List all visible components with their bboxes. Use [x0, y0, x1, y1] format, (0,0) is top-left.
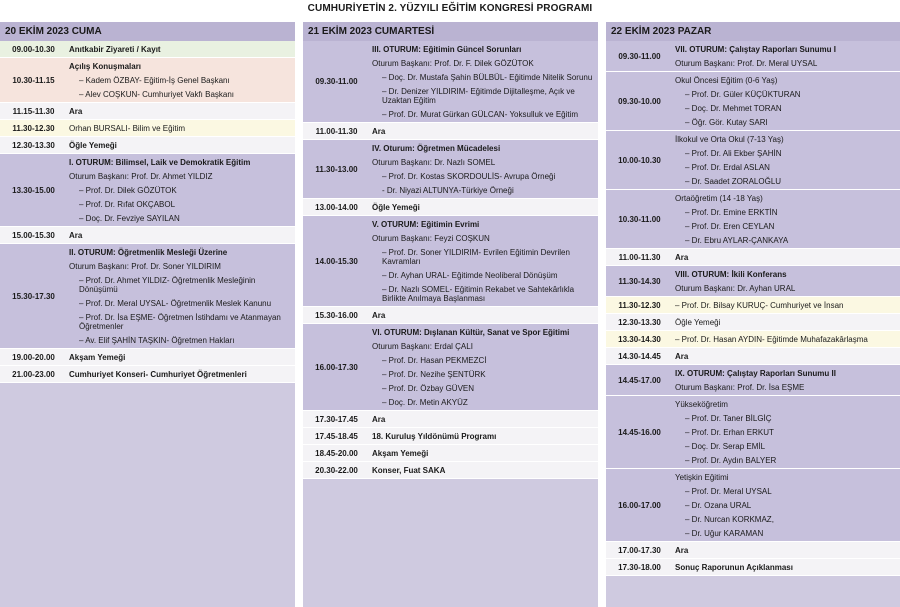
time-slot: 19.00-20.00 [12, 352, 55, 362]
session-line: İlkokul ve Orta Okul (7-13 Yaş) [675, 134, 784, 144]
session-line: Oturum Başkanı: Feyzi COŞKUN [372, 233, 490, 243]
time-slot: 15.00-15.30 [12, 230, 55, 240]
time-slot: 20.30-22.00 [315, 465, 358, 475]
session-content [370, 462, 598, 478]
schedule-row [606, 131, 900, 190]
day-column-saturday [303, 22, 598, 607]
session-heading: II. OTURUM: Öğretmenlik Mesleği Üzerine [69, 247, 228, 257]
schedule-row [606, 331, 900, 348]
session-content [673, 396, 900, 468]
session-content [370, 307, 598, 323]
schedule-row [303, 462, 598, 479]
schedule-row [0, 244, 295, 349]
session-content [67, 137, 295, 153]
time-slot: 11.15-11.30 [12, 106, 55, 116]
speaker-line: – Prof. Dr. Aydın BALYER [685, 455, 777, 465]
session-content [673, 314, 900, 330]
session-content [673, 131, 900, 189]
page-title: CUMHURİYETİN 2. YÜZYILI EĞİTİM KONGRESİ PROGRAMI [307, 3, 593, 14]
session-heading: I. OTURUM: Bilimsel, Laik ve Demokratik Eğitim [69, 157, 251, 167]
session-content [67, 227, 295, 243]
speaker-line: – Prof. Dr. İsa EŞME- Öğretmen İstihdamı ve Atanmayan Öğretmenler [79, 312, 281, 331]
session-content [370, 140, 598, 198]
session-content [370, 123, 598, 139]
speaker-line: – Dr. Denizer YILDIRIM- Eğitimde Dijitalleşme, Açık ve Uzaktan Eğitim [382, 86, 575, 105]
speaker-line: – Prof. Dr. Erhan ERKUT [685, 427, 774, 437]
schedule-row [303, 324, 598, 411]
schedule-row [303, 41, 598, 123]
speaker-line: – Prof. Dr. Rıfat OKÇABOL [79, 199, 176, 209]
speaker-line: – Prof. Dr. Kostas SKORDOULİS- Avrupa Örneği [382, 171, 556, 181]
speaker-line: – Prof. Dr. Ahmet YILDIZ- Öğretmenlik Mesleğinin Dönüşümü [79, 275, 256, 294]
schedule-row [606, 41, 900, 72]
time-slot: 12.30-13.30 [12, 140, 55, 150]
session-heading: IX. OTURUM: Çalıştay Raporları Sunumu II [675, 368, 836, 378]
session-content [370, 411, 598, 427]
speaker-line: – Kadem ÖZBAY- Eğitim-İş Genel Başkanı [79, 75, 230, 85]
session-content [673, 469, 900, 541]
session-line: Okul Öncesi Eğitim (0-6 Yaş) [675, 75, 778, 85]
time-slot: 10.30-11.00 [618, 214, 661, 224]
speaker-line: – Doç. Dr. Mehmet TORAN [685, 103, 782, 113]
day-column-friday [0, 22, 295, 607]
time-slot: 11.30-13.00 [315, 164, 358, 174]
session-heading: Konser, Fuat SAKA [372, 465, 446, 475]
schedule-row [606, 396, 900, 469]
speaker-line: – Dr. Ozana URAL [685, 500, 752, 510]
session-heading: Cumhuriyet Konseri- Cumhuriyet Öğretmenleri [69, 369, 247, 379]
speaker-line: – Prof. Dr. Ali Ekber ŞAHİN [685, 148, 782, 158]
speaker-line: – Doç. Dr. Mustafa Şahin BÜLBÜL- Eğitimde Nitelik Sorunu [382, 72, 593, 82]
session-content [67, 154, 295, 226]
schedule-rows [606, 41, 900, 576]
time-slot: 15.30-16.00 [315, 310, 358, 320]
session-line: Yetişkin Eğitimi [675, 472, 729, 482]
session-content [673, 365, 900, 395]
speaker-line: – Prof. Dr. Hasan PEKMEZCİ [382, 355, 487, 365]
speaker-line: – Prof. Dr. Eren CEYLAN [685, 221, 775, 231]
session-heading: III. OTURUM: Eğitimin Güncel Sorunları [372, 44, 522, 54]
session-content [67, 349, 295, 365]
time-slot: 09.00-10.30 [12, 44, 55, 54]
time-slot: 17.30-18.00 [618, 562, 661, 572]
session-heading: Sonuç Raporunun Açıklanması [675, 562, 793, 572]
speaker-line: – Prof. Dr. Erdal ASLAN [685, 162, 770, 172]
session-content [67, 58, 295, 102]
session-content [370, 199, 598, 215]
speaker-line: – Doç. Dr. Serap EMİL [685, 441, 766, 451]
session-line: Yükseköğretim [675, 399, 728, 409]
session-heading: Ara [372, 310, 386, 320]
time-slot: 16.00-17.00 [618, 500, 661, 510]
session-content [673, 559, 900, 575]
speaker-line: – Av. Elif ŞAHİN TAŞKIN- Öğretmen Hakları [79, 335, 235, 345]
session-content [673, 542, 900, 558]
time-slot: 13.00-14.00 [315, 202, 358, 212]
session-line: Oturum Başkanı: Prof. Dr. F. Dilek GÖZÜTOK [372, 58, 534, 68]
speaker-line: – Öğr. Gör. Kutay SARI [685, 117, 768, 127]
time-slot: 10.00-10.30 [618, 155, 661, 165]
schedule-row [0, 41, 295, 58]
schedule-row [0, 227, 295, 244]
schedule-row [303, 140, 598, 199]
session-heading: Akşam Yemeği [69, 352, 126, 362]
session-heading: V. OTURUM: Eğitimin Evrimi [372, 219, 480, 229]
session-line: Oturum Başkanı: Erdal ÇALI [372, 341, 473, 351]
speaker-line: – Prof. Dr. Soner YILDIRIM- Evrilen Eğitimin Devrilen Kavramları [382, 247, 570, 266]
session-line: – Prof. Dr. Bilsay KURUÇ- Cumhuriyet ve İnsan [675, 300, 844, 310]
speaker-line: – Dr. Ebru AYLAR-ÇANKAYA [685, 235, 789, 245]
session-content [673, 297, 900, 313]
schedule-row [303, 123, 598, 140]
time-slot: 17.30-17.45 [315, 414, 358, 424]
session-heading: VI. OTURUM: Dışlanan Kültür, Sanat ve Spor Eğitimi [372, 327, 570, 337]
speaker-line: – Prof. Dr. Murat Gürkan GÜLCAN- Yoksulluk ve Eğitim [382, 109, 579, 119]
day-column-sunday [606, 22, 900, 607]
day-heading: 20 EKİM 2023 CUMA [0, 22, 295, 41]
session-line: Öğle Yemeği [675, 317, 721, 327]
session-content [67, 103, 295, 119]
time-slot: 11.00-11.30 [618, 252, 661, 262]
speaker-line: – Doç. Dr. Fevziye SAYILAN [79, 213, 180, 223]
session-content [673, 249, 900, 265]
speaker-line: – Prof. Dr. Güler KÜÇÜKTURAN [685, 89, 801, 99]
time-slot: 12.30-13.30 [618, 317, 661, 327]
schedule-rows [303, 41, 598, 479]
speaker-line: – Doç. Dr. Metin AKYÜZ [382, 397, 468, 407]
speaker-line: – Prof. Dr. Dilek GÖZÜTOK [79, 185, 177, 195]
schedule-row [0, 103, 295, 120]
schedule-row [303, 428, 598, 445]
session-content [67, 41, 295, 57]
session-content [673, 348, 900, 364]
session-heading: VIII. OTURUM: İkili Konferans [675, 269, 787, 279]
schedule-row [606, 249, 900, 266]
session-line: Oturum Başkanı: Prof. Dr. Meral UYSAL [675, 58, 818, 68]
schedule-row [606, 190, 900, 249]
speaker-line: – Prof. Dr. Emine ERKTİN [685, 207, 778, 217]
speaker-line: – Dr. Uğur KARAMAN [685, 528, 764, 538]
session-line: Oturum Başkanı: Prof. Dr. Ahmet YILDIZ [69, 171, 213, 181]
time-slot: 13.30-15.00 [12, 185, 55, 195]
time-slot: 10.30-11.15 [12, 75, 55, 85]
time-slot: 09.30-11.00 [315, 77, 358, 86]
speaker-line: – Dr. Nazlı SOMEL- Eğitimin Rekabet ve Sahtekârlıkla Birlikte Anılmaya Başlanması [382, 284, 575, 303]
time-slot: 11.30-12.30 [618, 300, 661, 310]
day-heading: 21 EKİM 2023 CUMARTESİ [303, 22, 598, 41]
session-heading: Akşam Yemeği [372, 448, 429, 458]
session-line: – Prof. Dr. Hasan AYDIN- Eğitimde Muhafazakârlaşma [675, 334, 868, 344]
time-slot: 14.30-14.45 [618, 351, 661, 361]
speaker-line: – Prof. Dr. Özbay GÜVEN [382, 383, 475, 393]
schedule-row [0, 154, 295, 227]
time-slot: 17.45-18.45 [315, 431, 358, 441]
schedule-row [0, 366, 295, 383]
session-line: Oturum Başkanı: Dr. Ayhan URAL [675, 283, 796, 293]
time-slot: 09.30-11.00 [618, 51, 661, 61]
schedule-row [606, 542, 900, 559]
session-heading: Ara [372, 126, 386, 136]
session-heading: Öğle Yemeği [69, 140, 117, 150]
session-line: Oturum Başkanı: Prof. Dr. Soner YILDIRIM [69, 261, 221, 271]
schedule-row [606, 72, 900, 131]
day-heading: 22 EKİM 2023 PAZAR [606, 22, 900, 41]
session-content [67, 366, 295, 382]
session-heading: IV. Oturum: Öğretmen Mücadelesi [372, 143, 501, 153]
time-slot: 13.30-14.30 [618, 334, 661, 344]
speaker-line: – Prof. Dr. Taner BİLGİÇ [685, 413, 772, 423]
session-heading: Ara [69, 106, 83, 116]
session-heading: Ara [69, 230, 83, 240]
session-line: Ortaöğretim (14 -18 Yaş) [675, 193, 763, 203]
time-slot: 11.30-12.30 [12, 123, 55, 133]
schedule-row [606, 348, 900, 365]
time-slot: 09.30-10.00 [618, 96, 661, 106]
session-content [67, 244, 295, 348]
session-heading: Öğle Yemeği [372, 202, 420, 212]
time-slot: 11.30-14.30 [618, 276, 661, 286]
schedule-row [606, 469, 900, 542]
schedule-row [303, 445, 598, 462]
schedule-row [0, 58, 295, 103]
session-content [673, 331, 900, 347]
session-heading: Ara [675, 545, 689, 555]
session-heading: 18. Kuruluş Yıldönümü Programı [372, 431, 497, 441]
session-line: Orhan BURSALI- Bilim ve Eğitim [69, 123, 186, 133]
session-content [673, 190, 900, 248]
speaker-line: – Prof. Dr. Meral UYSAL [685, 486, 772, 496]
time-slot: 15.30-17.30 [12, 291, 55, 301]
time-slot: 14.45-16.00 [618, 427, 661, 437]
time-slot: 21.00-23.00 [12, 369, 55, 379]
speaker-line: – Prof. Dr. Nezihe ŞENTÜRK [382, 369, 486, 379]
session-heading: Anıtkabir Ziyareti / Kayıt [69, 44, 161, 54]
session-content [370, 428, 598, 444]
schedule-row [606, 559, 900, 576]
schedule-row [0, 137, 295, 154]
session-content [370, 41, 598, 122]
schedule-row [303, 307, 598, 324]
time-slot: 17.00-17.30 [618, 545, 661, 555]
speaker-line: – Dr. Saadet ZORALOĞLU [685, 176, 782, 186]
session-heading: Ara [675, 351, 689, 361]
speaker-line: – Alev COŞKUN- Cumhuriyet Vakfı Başkanı [79, 89, 235, 99]
session-line: Oturum Başkanı: Prof. Dr. İsa EŞME [675, 382, 805, 392]
time-slot: 16.00-17.30 [315, 362, 358, 372]
time-slot: 14.00-15.30 [315, 256, 358, 266]
session-content [67, 120, 295, 136]
speaker-line: – Dr. Nurcan KORKMAZ, [685, 514, 774, 524]
schedule-row [303, 411, 598, 428]
schedule-row [0, 120, 295, 137]
schedule-row [606, 365, 900, 396]
schedule-row [606, 297, 900, 314]
schedule-row [606, 314, 900, 331]
schedule-row [303, 199, 598, 216]
session-heading: Ara [372, 414, 386, 424]
session-content [673, 72, 900, 130]
session-heading: VII. OTURUM: Çalıştay Raporları Sunumu I [675, 44, 836, 54]
session-content [673, 266, 900, 296]
session-content [370, 324, 598, 410]
schedule-rows [0, 41, 295, 383]
speaker-line: – Prof. Dr. Meral UYSAL- Öğretmenlik Meslek Kanunu [79, 298, 272, 308]
time-slot: 14.45-17.00 [618, 375, 661, 385]
time-slot: 18.45-20.00 [315, 448, 358, 458]
session-line: Oturum Başkanı: Dr. Nazlı SOMEL [372, 157, 496, 167]
session-content [673, 41, 900, 71]
session-content [370, 216, 598, 306]
session-content [370, 445, 598, 461]
schedule-row [606, 266, 900, 297]
schedule-row [0, 349, 295, 366]
speaker-line: - Dr. Niyazi ALTUNYA-Türkiye Örneği [382, 185, 514, 195]
speaker-line: – Dr. Ayhan URAL- Eğitimde Neoliberal Dönüşüm [382, 270, 558, 280]
session-heading: Açılış Konuşmaları [69, 61, 142, 71]
schedule-row [303, 216, 598, 307]
time-slot: 11.00-11.30 [315, 126, 358, 136]
session-heading: Ara [675, 252, 689, 262]
